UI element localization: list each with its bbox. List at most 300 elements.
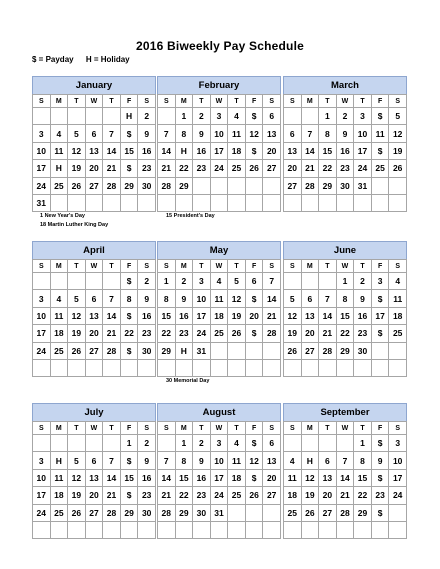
day-cell: 4 <box>50 290 68 307</box>
day-cell: 3 <box>33 290 51 307</box>
week-row <box>158 504 281 521</box>
day-cell: 28 <box>158 504 176 521</box>
weekday-header: T <box>354 422 372 435</box>
day-cell: 13 <box>85 307 103 324</box>
day-cell: 29 <box>120 177 138 194</box>
day-cell <box>301 521 319 538</box>
day-cell: 16 <box>193 142 211 159</box>
day-cell: 28 <box>103 342 121 359</box>
day-cell: 20 <box>319 487 337 504</box>
weekday-header: F <box>245 260 263 273</box>
day-cell <box>158 435 176 452</box>
day-cell <box>354 194 372 211</box>
week-row <box>33 342 156 359</box>
weekday-header: F <box>245 95 263 108</box>
day-cell <box>371 194 389 211</box>
day-cell <box>245 359 263 376</box>
weekday-header: S <box>33 422 51 435</box>
day-cell: 18 <box>210 307 228 324</box>
day-cell: $ <box>371 504 389 521</box>
weekday-header: S <box>263 260 281 273</box>
day-cell <box>68 521 86 538</box>
day-cell <box>103 435 121 452</box>
day-cell: 13 <box>263 125 281 142</box>
day-cell <box>103 108 121 125</box>
weekday-header: S <box>284 95 302 108</box>
day-cell: 11 <box>228 452 246 469</box>
day-cell: 4 <box>284 452 302 469</box>
day-cell: 9 <box>336 125 354 142</box>
day-cell: 13 <box>301 307 319 324</box>
week-row <box>33 125 156 142</box>
day-cell: 10 <box>33 307 51 324</box>
day-cell: 3 <box>354 108 372 125</box>
weekday-header-row <box>33 260 156 273</box>
day-cell: 6 <box>263 108 281 125</box>
day-cell <box>301 108 319 125</box>
weekday-header: T <box>228 260 246 273</box>
day-cell: 4 <box>389 273 407 290</box>
week-row <box>33 142 156 159</box>
day-cell <box>284 108 302 125</box>
weekday-header: F <box>371 95 389 108</box>
weekday-header: T <box>228 95 246 108</box>
day-cell: 18 <box>50 325 68 342</box>
day-cell: 26 <box>245 487 263 504</box>
week-row <box>284 273 407 290</box>
day-cell <box>210 521 228 538</box>
week-row <box>158 359 281 376</box>
day-cell: 2 <box>138 435 156 452</box>
day-cell <box>210 342 228 359</box>
day-cell <box>228 177 246 194</box>
day-cell: 16 <box>138 307 156 324</box>
day-cell <box>68 108 86 125</box>
day-cell: 2 <box>354 273 372 290</box>
day-cell: H <box>50 160 68 177</box>
day-cell: 23 <box>371 487 389 504</box>
weekday-header: F <box>120 422 138 435</box>
day-cell: 8 <box>336 290 354 307</box>
day-cell: 19 <box>68 325 86 342</box>
day-cell: 3 <box>193 273 211 290</box>
day-cell: 15 <box>158 307 176 324</box>
day-cell <box>210 177 228 194</box>
weekday-header: S <box>284 260 302 273</box>
day-cell <box>103 273 121 290</box>
week-row <box>284 359 407 376</box>
weekday-header: T <box>193 95 211 108</box>
day-cell: 1 <box>158 273 176 290</box>
weekday-header: F <box>120 95 138 108</box>
day-cell: 15 <box>319 142 337 159</box>
legend-holiday: H = Holiday <box>85 55 130 64</box>
week-row <box>33 435 156 452</box>
week-row <box>33 177 156 194</box>
holiday-note: 15 President's Day <box>166 213 215 219</box>
day-cell: $ <box>120 273 138 290</box>
day-cell <box>263 521 281 538</box>
day-cell: 22 <box>175 160 193 177</box>
day-cell: 12 <box>228 290 246 307</box>
day-cell: 17 <box>354 142 372 159</box>
day-cell: 25 <box>228 160 246 177</box>
day-cell <box>228 504 246 521</box>
day-cell: 12 <box>301 469 319 486</box>
month-september <box>283 403 407 539</box>
day-cell: 12 <box>68 142 86 159</box>
weekday-header: S <box>389 260 407 273</box>
day-cell: 17 <box>193 307 211 324</box>
day-cell <box>228 521 246 538</box>
holiday-notes-row1-left <box>40 212 108 230</box>
weekday-header: S <box>389 422 407 435</box>
weekday-header-row <box>284 95 407 108</box>
day-cell <box>354 521 372 538</box>
day-cell: 25 <box>210 325 228 342</box>
day-cell: 18 <box>228 142 246 159</box>
weekday-header: M <box>175 95 193 108</box>
day-cell: 9 <box>138 125 156 142</box>
day-cell <box>33 273 51 290</box>
day-cell <box>389 342 407 359</box>
day-cell: 16 <box>138 142 156 159</box>
weekday-header-row <box>284 260 407 273</box>
weekday-header: S <box>263 95 281 108</box>
day-cell: 5 <box>68 290 86 307</box>
day-cell <box>228 359 246 376</box>
weekday-header: S <box>158 95 176 108</box>
week-row <box>33 469 156 486</box>
day-cell: 14 <box>158 469 176 486</box>
week-row <box>33 504 156 521</box>
day-cell: 16 <box>354 307 372 324</box>
weekday-header: W <box>336 422 354 435</box>
day-cell <box>336 194 354 211</box>
weekday-header: S <box>138 422 156 435</box>
day-cell: 8 <box>120 290 138 307</box>
day-cell: 8 <box>175 125 193 142</box>
day-cell <box>389 521 407 538</box>
month-july <box>32 403 156 539</box>
day-cell <box>85 435 103 452</box>
day-cell: 16 <box>336 142 354 159</box>
day-cell: $ <box>245 290 263 307</box>
week-row <box>158 290 281 307</box>
day-cell <box>319 435 337 452</box>
day-cell: 15 <box>175 469 193 486</box>
weekday-header: T <box>319 422 337 435</box>
day-cell: 13 <box>319 469 337 486</box>
weekday-header: S <box>263 422 281 435</box>
day-cell: 17 <box>33 487 51 504</box>
day-cell: 21 <box>158 487 176 504</box>
day-cell <box>284 435 302 452</box>
day-cell: 27 <box>263 160 281 177</box>
day-cell: 27 <box>85 504 103 521</box>
week-row <box>158 342 281 359</box>
day-cell: 14 <box>103 142 121 159</box>
weekday-header: S <box>284 422 302 435</box>
day-cell: 8 <box>319 125 337 142</box>
day-cell <box>193 194 211 211</box>
day-cell: 16 <box>193 469 211 486</box>
day-cell: 30 <box>336 177 354 194</box>
day-cell: 29 <box>175 177 193 194</box>
day-cell: $ <box>120 307 138 324</box>
day-cell: H <box>175 342 193 359</box>
month-title: March <box>283 76 407 94</box>
day-cell: 15 <box>120 469 138 486</box>
day-cell: 9 <box>193 452 211 469</box>
week-row <box>284 194 407 211</box>
day-cell: 1 <box>354 435 372 452</box>
day-cell <box>138 194 156 211</box>
day-cell: 12 <box>68 469 86 486</box>
day-cell: $ <box>371 108 389 125</box>
day-cell <box>301 194 319 211</box>
weekday-header: F <box>120 260 138 273</box>
day-cell <box>120 359 138 376</box>
day-cell: 25 <box>50 504 68 521</box>
day-cell <box>33 521 51 538</box>
day-cell: 10 <box>33 142 51 159</box>
day-cell: 26 <box>68 177 86 194</box>
weekday-header: W <box>210 95 228 108</box>
day-cell: 19 <box>284 325 302 342</box>
day-cell: 22 <box>175 487 193 504</box>
day-cell: 7 <box>301 125 319 142</box>
day-cell: 21 <box>301 160 319 177</box>
day-cell <box>263 194 281 211</box>
day-cell <box>68 194 86 211</box>
day-cell: 30 <box>138 504 156 521</box>
day-cell: 19 <box>68 487 86 504</box>
day-cell: 2 <box>193 435 211 452</box>
day-cell: 2 <box>193 108 211 125</box>
day-cell: 27 <box>263 487 281 504</box>
day-cell: 25 <box>389 325 407 342</box>
day-cell: 20 <box>263 142 281 159</box>
day-cell: 13 <box>284 142 302 159</box>
day-cell: 31 <box>193 342 211 359</box>
day-cell <box>319 521 337 538</box>
week-row <box>33 359 156 376</box>
day-cell: 7 <box>103 452 121 469</box>
day-cell: 11 <box>389 290 407 307</box>
day-cell <box>354 359 372 376</box>
weekday-header-row <box>284 422 407 435</box>
week-row <box>33 487 156 504</box>
week-row <box>33 194 156 211</box>
day-cell <box>319 194 337 211</box>
day-cell <box>68 273 86 290</box>
day-cell: 22 <box>158 325 176 342</box>
day-cell: 8 <box>158 290 176 307</box>
day-cell: 25 <box>228 487 246 504</box>
day-cell <box>175 521 193 538</box>
day-cell: 11 <box>210 290 228 307</box>
day-cell: 19 <box>228 307 246 324</box>
weekday-header: W <box>85 95 103 108</box>
week-row <box>158 194 281 211</box>
day-cell: 11 <box>50 307 68 324</box>
day-cell <box>103 359 121 376</box>
day-cell: 23 <box>354 325 372 342</box>
day-cell: 10 <box>354 125 372 142</box>
day-cell: 12 <box>245 125 263 142</box>
day-cell <box>193 359 211 376</box>
day-cell <box>175 194 193 211</box>
day-cell: 2 <box>336 108 354 125</box>
day-cell: 4 <box>50 125 68 142</box>
day-cell: 20 <box>263 469 281 486</box>
day-cell: 29 <box>336 342 354 359</box>
day-cell: $ <box>371 142 389 159</box>
weekday-header: W <box>336 95 354 108</box>
week-row <box>33 108 156 125</box>
week-row <box>284 290 407 307</box>
week-row <box>33 160 156 177</box>
day-cell: 26 <box>68 504 86 521</box>
day-cell <box>263 504 281 521</box>
day-cell <box>158 194 176 211</box>
weekday-header: M <box>175 422 193 435</box>
day-cell: 13 <box>85 142 103 159</box>
weekday-header: F <box>371 260 389 273</box>
day-cell: 12 <box>68 307 86 324</box>
month-title: June <box>283 241 407 259</box>
day-cell: 15 <box>354 469 372 486</box>
day-cell: 30 <box>354 342 372 359</box>
weekday-header: M <box>301 422 319 435</box>
day-cell <box>158 359 176 376</box>
month-may <box>157 241 281 377</box>
weekday-header-row <box>33 422 156 435</box>
weekday-header: T <box>103 422 121 435</box>
weekday-header: F <box>245 422 263 435</box>
month-title: February <box>157 76 281 94</box>
day-cell <box>336 435 354 452</box>
day-cell <box>50 194 68 211</box>
day-cell: 12 <box>245 452 263 469</box>
holiday-notes-row2-mid <box>166 377 209 386</box>
day-cell: 10 <box>210 452 228 469</box>
day-cell: $ <box>245 325 263 342</box>
day-cell: 6 <box>245 273 263 290</box>
day-cell: 26 <box>284 342 302 359</box>
day-cell: 24 <box>193 325 211 342</box>
day-cell: $ <box>120 487 138 504</box>
day-cell: 5 <box>68 452 86 469</box>
day-cell: 7 <box>336 452 354 469</box>
day-cell: 18 <box>50 487 68 504</box>
day-cell <box>85 108 103 125</box>
day-cell <box>319 273 337 290</box>
month-title: August <box>157 403 281 421</box>
holiday-notes-row1-mid <box>166 212 215 221</box>
day-cell: 24 <box>389 487 407 504</box>
day-cell: 14 <box>103 307 121 324</box>
week-row <box>33 452 156 469</box>
day-cell: 23 <box>138 160 156 177</box>
day-cell: 4 <box>210 273 228 290</box>
weekday-header-row <box>158 422 281 435</box>
weekday-header: T <box>68 95 86 108</box>
day-cell: 14 <box>158 142 176 159</box>
weekday-header: M <box>301 260 319 273</box>
weekday-header: S <box>138 95 156 108</box>
day-cell: 11 <box>371 125 389 142</box>
day-cell: 20 <box>301 325 319 342</box>
day-cell: 25 <box>284 504 302 521</box>
day-cell: 30 <box>138 342 156 359</box>
day-cell: 22 <box>354 487 372 504</box>
day-cell: 21 <box>103 160 121 177</box>
day-cell: 29 <box>120 504 138 521</box>
day-cell <box>228 194 246 211</box>
day-cell: 6 <box>263 435 281 452</box>
day-cell: 17 <box>210 142 228 159</box>
day-cell: 7 <box>158 125 176 142</box>
day-cell <box>245 177 263 194</box>
day-cell: 12 <box>389 125 407 142</box>
day-cell: 9 <box>138 290 156 307</box>
day-cell: 18 <box>389 307 407 324</box>
day-cell: 17 <box>210 469 228 486</box>
week-row <box>158 160 281 177</box>
week-row <box>33 325 156 342</box>
day-cell: 9 <box>371 452 389 469</box>
day-cell <box>50 359 68 376</box>
day-cell <box>50 273 68 290</box>
day-cell: 22 <box>336 325 354 342</box>
weekday-header: M <box>50 95 68 108</box>
day-cell: 18 <box>228 469 246 486</box>
week-row <box>284 342 407 359</box>
day-cell: 15 <box>336 307 354 324</box>
day-cell: $ <box>371 435 389 452</box>
day-cell: 5 <box>228 273 246 290</box>
day-cell: 24 <box>354 160 372 177</box>
day-cell: 3 <box>33 452 51 469</box>
month-title: January <box>32 76 156 94</box>
week-row <box>158 307 281 324</box>
day-cell: 2 <box>138 273 156 290</box>
weekday-header: T <box>354 260 372 273</box>
day-cell: 3 <box>210 108 228 125</box>
day-cell: 14 <box>301 142 319 159</box>
day-cell <box>50 435 68 452</box>
day-cell <box>193 177 211 194</box>
day-cell: 7 <box>103 125 121 142</box>
day-cell: $ <box>120 160 138 177</box>
day-cell <box>33 359 51 376</box>
day-cell <box>228 342 246 359</box>
day-cell: 30 <box>193 504 211 521</box>
day-cell: 27 <box>301 342 319 359</box>
weekday-header: W <box>210 422 228 435</box>
day-cell: 15 <box>120 142 138 159</box>
week-row <box>158 521 281 538</box>
weekday-header: W <box>210 260 228 273</box>
week-row <box>284 452 407 469</box>
day-cell: 29 <box>175 504 193 521</box>
weekday-header: T <box>68 422 86 435</box>
day-cell: 26 <box>245 160 263 177</box>
week-row <box>284 325 407 342</box>
day-cell <box>158 108 176 125</box>
